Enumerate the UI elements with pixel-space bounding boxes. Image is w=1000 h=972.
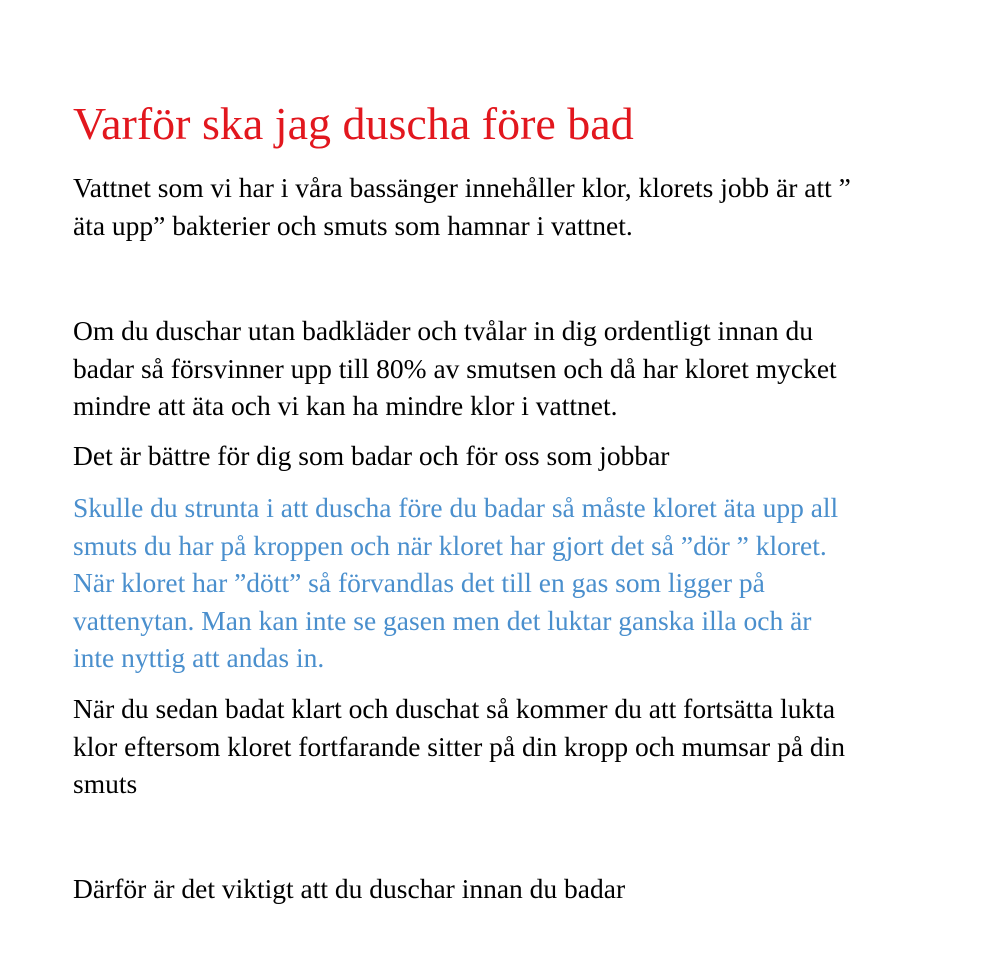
paragraph-line: mindre att äta och vi kan ha mindre klor i vattnet. bbox=[73, 390, 618, 421]
paragraph-chlorine-gas-warning bbox=[73, 489, 838, 677]
paragraph-shower-benefit bbox=[73, 312, 837, 425]
paragraph-line: klor eftersom kloret fortfarande sitter på din kropp och mumsar på din bbox=[73, 730, 846, 762]
paragraph-line: Vattnet som vi har i våra bassänger innehåller klor, klorets jobb är att ” bbox=[73, 172, 851, 203]
paragraph-line: När du sedan badat klart och duschat så kommer du att fortsätta lukta bbox=[73, 693, 836, 724]
paragraph-line: badar så försvinner upp till 80% av smutsen och då har kloret mycket bbox=[73, 352, 837, 384]
paragraph-line: När kloret har ”dött” så förvandlas det till en gas som ligger på bbox=[73, 567, 765, 598]
paragraph-line: Därför är det viktigt att du duschar innan du badar bbox=[73, 873, 626, 904]
paragraph-line: vattenytan. Man kan inte se gasen men det luktar ganska illa och är bbox=[73, 604, 812, 636]
paragraph-line: smuts bbox=[73, 768, 138, 799]
paragraph-lingering-smell bbox=[73, 690, 845, 803]
paragraph-line: Det är bättre för dig som badar och för oss som jobbar bbox=[73, 440, 670, 471]
page-title: Varför ska jag duscha före bad bbox=[73, 98, 634, 149]
paragraph-conclusion bbox=[73, 870, 625, 908]
paragraph-line: smuts du har på kroppen och när kloret har gjort det så ”dör ” kloret. bbox=[73, 529, 827, 561]
paragraph-line: Om du duschar utan badkläder och tvålar in dig ordentligt innan du bbox=[73, 315, 814, 346]
paragraph-line: Skulle du strunta i att duscha före du badar så måste kloret äta upp all bbox=[73, 492, 839, 523]
paragraph-chlorine-intro bbox=[73, 169, 851, 244]
paragraph-line: inte nyttig att andas in. bbox=[73, 642, 325, 673]
paragraph-line: äta upp” bakterier och smuts som hamnar i vattnet. bbox=[73, 209, 633, 241]
paragraph-better-for-all bbox=[73, 437, 669, 475]
